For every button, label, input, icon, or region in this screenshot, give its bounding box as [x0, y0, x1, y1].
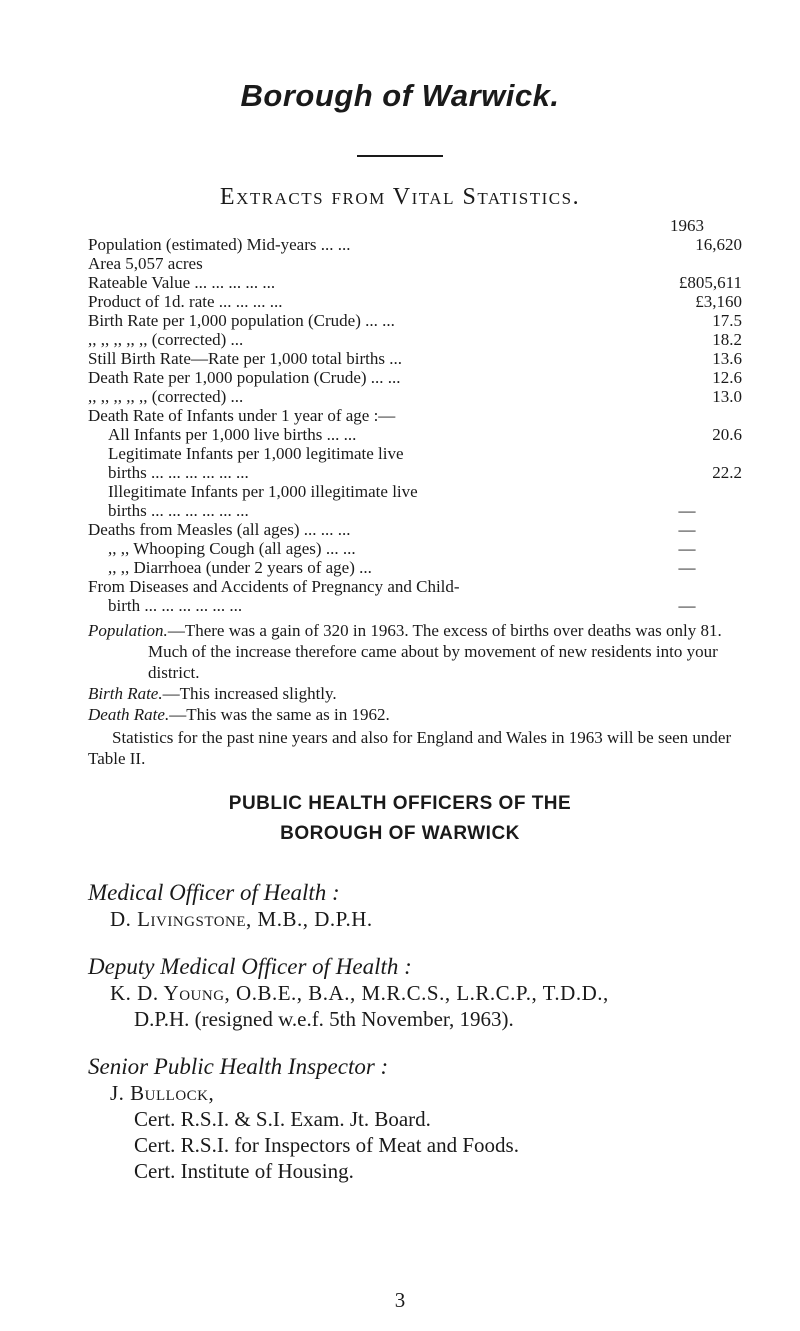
- stat-label: All Infants per 1,000 live births ... ...: [108, 425, 357, 444]
- stat-row: [88, 368, 742, 387]
- stat-value: 13.0: [712, 387, 742, 406]
- stat-value: 17.5: [712, 311, 742, 330]
- officer-name-continued: D.P.H. (resigned w.e.f. 5th November, 1963).: [134, 1007, 514, 1031]
- officer-inspector: [88, 1054, 768, 1184]
- stat-label: ,, ,, Diarrhoea (under 2 years of age) ...: [108, 558, 372, 577]
- stat-row: [88, 292, 742, 311]
- stat-label: Illegitimate Infants per 1,000 illegitimate live: [108, 482, 418, 501]
- stat-row: [88, 235, 742, 254]
- stat-value: —: [678, 539, 696, 558]
- officer-name: D. Livingstone, M.B., D.P.H.: [110, 907, 373, 931]
- stat-value: —: [678, 520, 696, 539]
- stat-row: [88, 311, 742, 330]
- stat-label: From Diseases and Accidents of Pregnancy and Child-: [88, 577, 460, 596]
- stat-value: —: [678, 501, 696, 520]
- stat-value: £805,611: [678, 273, 742, 292]
- stat-label: Product of 1d. rate ... ... ... ...: [88, 292, 283, 311]
- commentary-notes: [88, 620, 748, 769]
- stat-value: 13.6: [712, 349, 742, 368]
- birth-rate-note-text: —This increased slightly.: [162, 684, 337, 703]
- population-note: [88, 620, 748, 683]
- death-rate-note-text: —This was the same as in 1962.: [169, 705, 390, 724]
- stat-row: [88, 482, 742, 501]
- officers-heading-line2: BOROUGH OF WARWICK: [280, 823, 520, 844]
- stat-label: Death Rate of Infants under 1 year of age :—: [88, 406, 396, 425]
- officer-name: J. Bullock,: [110, 1081, 215, 1105]
- stat-value: 12.6: [712, 368, 742, 387]
- page-number: 3: [394, 1288, 406, 1312]
- stat-label: Rateable Value ... ... ... ... ...: [88, 273, 276, 292]
- officer-certificate: Cert. Institute of Housing.: [134, 1159, 354, 1183]
- stat-label: Still Birth Rate—Rate per 1,000 total births ...: [88, 349, 402, 368]
- stat-row: [88, 387, 742, 406]
- stat-label: Area 5,057 acres: [88, 254, 203, 273]
- birth-rate-note-label: Birth Rate.: [88, 684, 163, 703]
- officers-list: [88, 880, 768, 1206]
- page-title: Borough of Warwick.: [240, 78, 560, 113]
- stat-row: [88, 577, 742, 596]
- stat-label: Birth Rate per 1,000 population (Crude) ... ...: [88, 311, 395, 330]
- stat-label: Legitimate Infants per 1,000 legitimate live: [108, 444, 404, 463]
- stat-row: [88, 501, 742, 520]
- stat-label: Population (estimated) Mid-years ... ...: [88, 235, 351, 254]
- officers-heading: [0, 789, 800, 849]
- stat-row: [88, 539, 742, 558]
- stat-row: [88, 273, 742, 292]
- stat-row: [88, 463, 742, 482]
- stat-row: [88, 558, 742, 577]
- stat-label: births ... ... ... ... ... ...: [108, 501, 249, 520]
- officer-certificate: Cert. R.S.I. for Inspectors of Meat and Foods.: [134, 1133, 519, 1157]
- year-header-label: 1963: [670, 216, 704, 235]
- officer-role: Medical Officer of Health :: [88, 880, 340, 905]
- officer-certificate: Cert. R.S.I. & S.I. Exam. Jt. Board.: [134, 1107, 431, 1131]
- stat-label: births ... ... ... ... ... ...: [108, 463, 249, 482]
- section-subtitle: Extracts from Vital Statistics.: [219, 184, 581, 210]
- stat-row: [88, 596, 742, 615]
- stat-row: [88, 520, 742, 539]
- statistics-paragraph: Statistics for the past nine years and also for England and Wales in 1963 will be seen under Table II.: [88, 728, 732, 768]
- officer-deputy: [88, 954, 768, 1032]
- officer-role: Deputy Medical Officer of Health :: [88, 954, 412, 979]
- stat-label: birth ... ... ... ... ... ...: [108, 596, 243, 615]
- population-note-label: Population.: [88, 621, 168, 640]
- stat-row: [88, 444, 742, 463]
- stat-row: [88, 425, 742, 444]
- stat-label: ,, ,, ,, ,, ,, (corrected) ...: [88, 387, 244, 406]
- stat-value: —: [678, 558, 696, 577]
- stat-row: [88, 349, 742, 368]
- death-rate-note-label: Death Rate.: [88, 705, 170, 724]
- population-note-text: —There was a gain of 320 in 1963. The excess of births over deaths was only 81. Much of the increase therefore came about by movement of new residents into your district.: [148, 621, 722, 682]
- stat-row: [88, 406, 742, 425]
- stat-value: 18.2: [712, 330, 742, 349]
- death-rate-note: [88, 704, 748, 725]
- stat-label: ,, ,, Whooping Cough (all ages) ... ...: [108, 539, 356, 558]
- birth-rate-note: [88, 683, 748, 704]
- stat-row: [88, 330, 742, 349]
- vital-statistics-table: [88, 216, 742, 615]
- stat-row: [88, 254, 742, 273]
- stat-label: ,, ,, ,, ,, ,, (corrected) ...: [88, 330, 244, 349]
- officer-moh: [88, 880, 768, 932]
- year-header: [88, 216, 742, 235]
- officer-name: K. D. Young, O.B.E., B.A., M.R.C.S., L.R.C.P., T.D.D.,: [110, 981, 609, 1005]
- stat-value: £3,160: [695, 292, 742, 311]
- stat-label: Death Rate per 1,000 population (Crude) ... ...: [88, 368, 401, 387]
- title-divider: [357, 155, 443, 157]
- stat-value: 22.2: [712, 463, 742, 482]
- stat-value: —: [678, 596, 696, 615]
- stat-label: Deaths from Measles (all ages) ... ... ...: [88, 520, 351, 539]
- officers-heading-line1: PUBLIC HEALTH OFFICERS OF THE: [228, 793, 572, 814]
- officer-role: Senior Public Health Inspector :: [88, 1054, 389, 1079]
- stat-value: 16,620: [695, 235, 742, 254]
- stat-value: 20.6: [712, 425, 742, 444]
